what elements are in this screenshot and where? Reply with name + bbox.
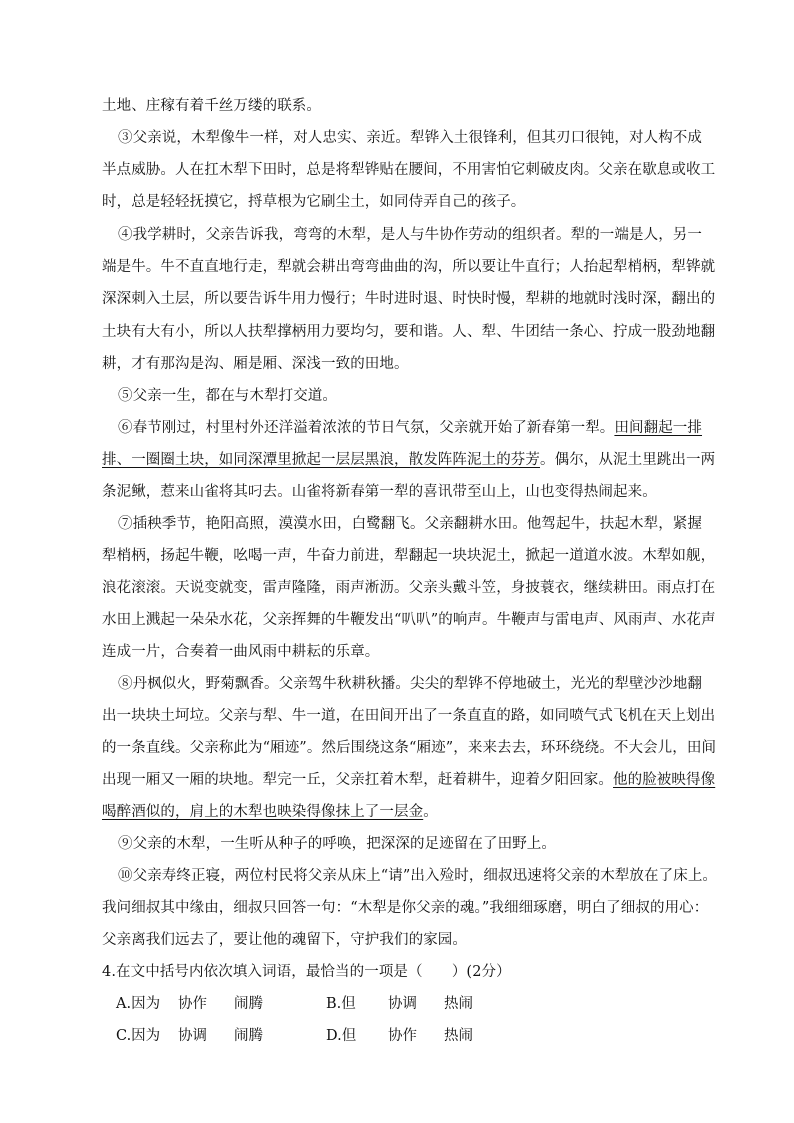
text-span: 犁梢柄，扬起牛鞭，吆喝一声，牛奋力前进，犁翻起一块块泥土，掀起一道道水波。木犁如舰， <box>102 548 716 564</box>
text-line <box>102 578 715 598</box>
text-span: 连成一片，合奏着一曲风雨中耕耘的乐章。 <box>102 644 380 660</box>
text-span: 父亲离我们远去了，要让他的魂留下，守护我们的家园。 <box>102 932 467 948</box>
option-word: 闹腾 <box>234 996 263 1012</box>
text-line <box>102 354 409 374</box>
text-span: ④我学耕时，父亲告诉我，弯弯的木犁，是人与牛协作劳动的组织者。犁的一端是人，另一 <box>118 227 702 243</box>
text-line <box>118 674 702 694</box>
text-line <box>102 289 715 309</box>
text-span: 浪花滚滚。天说变就变，雷声隆隆，雨声淅沥。父亲头戴斗笠，身披蓑衣，继续耕田。雨点打在 <box>102 580 716 596</box>
text-line <box>102 802 438 822</box>
underlined-text: 他的脸被映得像 <box>613 772 716 788</box>
text-span: 。 <box>423 804 438 820</box>
text-line <box>102 738 716 758</box>
text-line <box>118 514 702 534</box>
text-line <box>102 546 715 566</box>
text-span: ③父亲说，木犁像牛一样，对人忠实、亲近。犁铧入土很锋利，但其刃口很钝，对人构不成 <box>118 130 702 146</box>
option-word: 闹腾 <box>234 1028 263 1044</box>
text-span: ⑦插秧季节，艳阳高照，漠漠水田，白鹭翻飞。父亲翻耕水田。他驾起牛，扶起木犁，紧握 <box>118 516 702 532</box>
text-line <box>102 642 379 662</box>
text-span: 半点威胁。人在扛木犁下田时，总是将犁铧贴在腰间，不用害怕它刺破皮肉。父亲在歇息或收工 <box>102 162 716 178</box>
text-line <box>118 866 717 886</box>
text-line <box>118 128 702 148</box>
text-line <box>102 322 715 342</box>
text-line <box>102 706 715 726</box>
text-line <box>118 225 702 245</box>
option-word: 协调 <box>178 1028 207 1044</box>
text-line <box>102 257 715 277</box>
text-span: ⑥春节刚过，村里村外还洋溢着浓浓的节日气氛，父亲就开始了新春第一犁。 <box>118 420 615 436</box>
option-label[interactable]: A.因为 <box>116 996 161 1012</box>
text-span: 出现一厢又一厢的块地。犁完一丘，父亲扛着木犁，赶着耕牛，迎着夕阳回家。 <box>102 772 613 788</box>
option-label[interactable]: D.但 <box>326 1028 357 1044</box>
text-line <box>118 834 556 854</box>
option-label[interactable]: C.因为 <box>116 1028 161 1044</box>
text-line <box>102 482 657 502</box>
text-span: 出一块块土坷垃。父亲与犁、牛一道，在田间开出了一条直直的路，如同喷气式飞机在天上划出 <box>102 708 716 724</box>
text-line <box>102 160 715 180</box>
text-span: 时，总是轻轻抚摸它，捋草根为它刷尘土，如同侍弄自己的孩子。 <box>102 194 526 210</box>
text-line <box>102 770 715 790</box>
text-span: 。偶尔，从泥土里跳出一两 <box>540 452 716 468</box>
text-span: 端是牛。牛不直直地行走，犁就会耕出弯弯曲曲的沟，所以要让牛直行；人抬起犁梢柄，犁铧就 <box>102 259 716 275</box>
text-line <box>102 930 467 950</box>
text-span: ⑩父亲寿终正寝，两位村民将父亲从床上“请”出入殓时，细叔迅速将父亲的木犁放在了床上。 <box>118 868 718 884</box>
text-span: 4.在文中括号内依次填入词语，最恰当的一项是（ ）(2分） <box>102 964 511 980</box>
text-line <box>102 610 716 630</box>
underlined-text: 田间翻起一排 <box>614 420 703 436</box>
text-line <box>102 96 321 116</box>
option-word: 热闹 <box>444 1028 473 1044</box>
text-span: 水田上溅起一朵朵水花，父亲挥舞的牛鞭发出“叭叭”的响声。牛鞭声与雷电声、风雨声、水花声 <box>102 612 716 628</box>
text-span: ⑧丹枫似火，野菊飘香。父亲驾牛秋耕秋播。尖尖的犁铧不停地破土，光光的犁壁沙沙地翻 <box>118 676 702 692</box>
option-word: 协调 <box>388 996 417 1012</box>
text-line <box>102 192 525 212</box>
text-span: ⑨父亲的木犁，一生听从种子的呼唤，把深深的足迹留在了田野上。 <box>118 836 556 852</box>
text-span: 耕，才有那沟是沟、厢是厢、深浅一致的田地。 <box>102 356 409 372</box>
text-line <box>102 450 715 470</box>
text-line <box>102 898 708 918</box>
text-span: 我问细叔其中缘由，细叔只回答一句：“木犁是你父亲的魂。”我细细琢磨，明白了细叔的用心： <box>102 900 709 916</box>
underlined-text: 排、一圈圈土块，如同深潭里掀起一层层黑浪，散发阵阵泥土的芬芳 <box>102 452 540 468</box>
text-span: 的一条直线。父亲称此为“厢迹”。然后围绕这条“厢迹”，来来去去，环环绕绕。不大会儿，田间 <box>102 740 717 756</box>
text-span: 深深刺入土层，所以要告诉牛用力慢行；牛时进时退、时快时慢，犁耕的地就时浅时深，翻出的 <box>102 291 716 307</box>
text-line <box>102 962 511 982</box>
text-line <box>118 386 337 406</box>
text-span: 土地、庄稼有着千丝万缕的联系。 <box>102 98 321 114</box>
underlined-text: 喝醉酒似的，肩上的木犁也映染得像抹上了一层金 <box>102 804 424 820</box>
option-word: 协作 <box>388 1028 417 1044</box>
text-line <box>118 418 702 438</box>
option-word: 协作 <box>178 996 207 1012</box>
option-word: 热闹 <box>444 996 473 1012</box>
text-span: 条泥鳅，惹来山雀将其叼去。山雀将新春第一犁的喜讯带至山上，山也变得热闹起来。 <box>102 484 657 500</box>
text-span: ⑤父亲一生，都在与木犁打交道。 <box>118 388 337 404</box>
option-label[interactable]: B.但 <box>326 996 356 1012</box>
text-span: 土块有大有小，所以人扶犁撑柄用力要均匀，要和谐。人、犁、牛团结一条心、拧成一股劲地翻 <box>102 324 716 340</box>
